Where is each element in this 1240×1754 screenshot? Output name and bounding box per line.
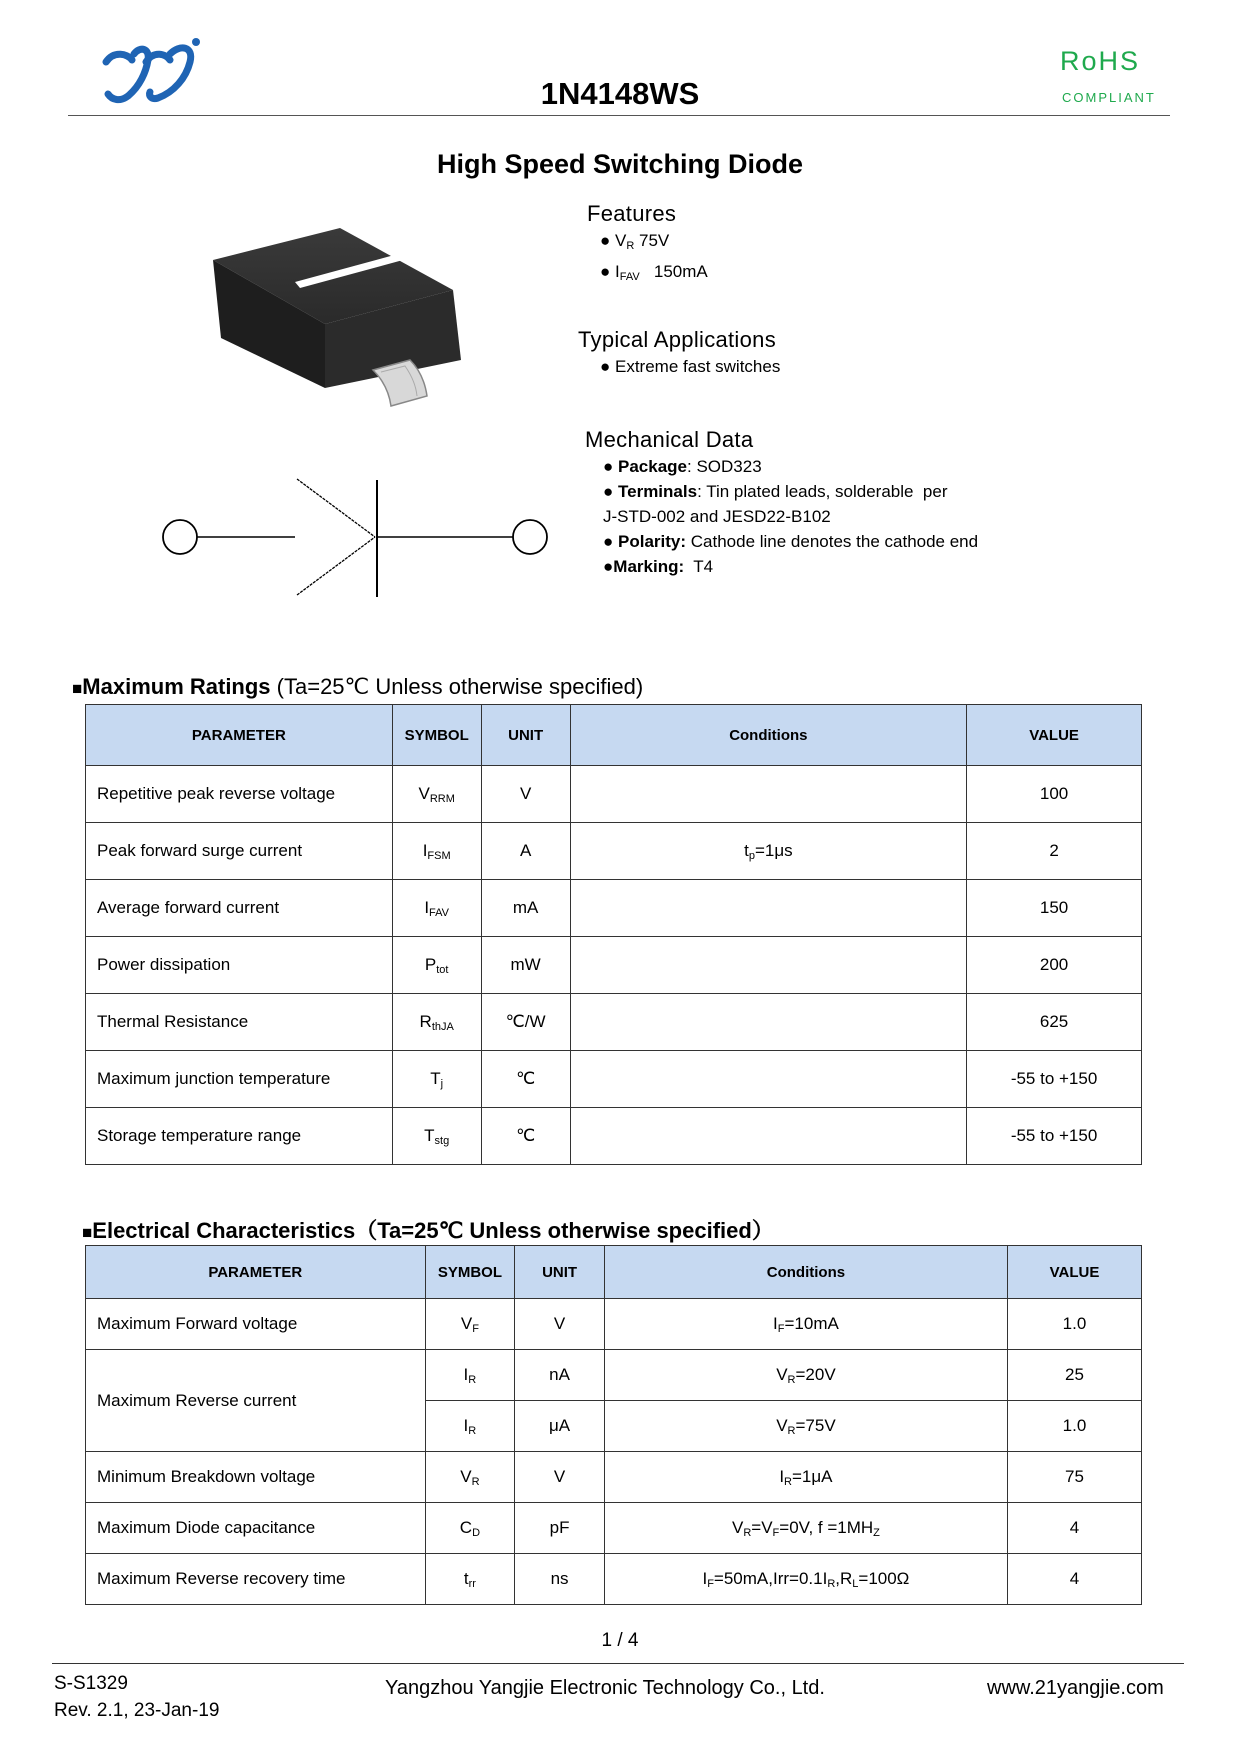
- revision-date: Rev. 2.1, 23-Jan-19: [54, 1700, 220, 1721]
- bullet-square: ■: [72, 679, 83, 698]
- cell-unit: ℃: [481, 1108, 570, 1165]
- feature-symbol: I: [615, 262, 620, 281]
- applications-list: [600, 354, 780, 379]
- condition-main: I: [779, 1466, 785, 1486]
- rohs-badge-subtitle: COMPLIANT: [1062, 90, 1156, 105]
- condition-rest: =1μs: [754, 840, 793, 860]
- condition-subscript: R: [787, 1373, 796, 1386]
- header-divider: [68, 115, 1170, 116]
- condition-main: I: [773, 1313, 778, 1333]
- mech-terminals: ● Terminals: Tin plated leads, solderable per: [603, 482, 948, 501]
- symbol-subscript: j: [440, 1077, 444, 1090]
- cell-conditions: [604, 1299, 1007, 1350]
- cell-symbol: [425, 1350, 515, 1401]
- part-number: 1N4148WS: [540, 76, 700, 111]
- cell-symbol: [425, 1503, 515, 1554]
- cell-symbol: [392, 880, 481, 937]
- table-header-row: [86, 1246, 1142, 1299]
- cell-parameter: Peak forward surge current: [86, 823, 393, 880]
- table-row: [86, 1299, 1142, 1350]
- feature-value: 150mA: [639, 262, 708, 281]
- polarity-value: Cathode line denotes the cathode end: [686, 532, 979, 551]
- symbol-main: V: [460, 1466, 472, 1486]
- mech-package: ● Package: SOD323: [603, 457, 762, 476]
- cell-parameter: Average forward current: [86, 880, 393, 937]
- marking-label: Marking:: [613, 557, 685, 576]
- mech-terminals-cont: J-STD-002 and JESD22-B102: [603, 507, 831, 526]
- table-row: [86, 1503, 1142, 1554]
- cell-value: 200: [967, 937, 1142, 994]
- cell-symbol: [392, 1108, 481, 1165]
- condition-rest: =100Ω: [858, 1568, 910, 1588]
- symbol-main: I: [463, 1364, 469, 1384]
- symbol-main: T: [424, 1125, 435, 1145]
- cell-parameter: Maximum Diode capacitance: [86, 1503, 426, 1554]
- cell-value: 1.0: [1007, 1299, 1141, 1350]
- symbol-subscript: R: [468, 1373, 477, 1386]
- feature-subscript: R: [626, 240, 635, 252]
- condition-subscript: L: [852, 1577, 859, 1590]
- cell-unit: pF: [515, 1503, 605, 1554]
- package-value: : SOD323: [687, 457, 762, 476]
- condition-rest: ,R: [835, 1568, 853, 1588]
- cell-value: 4: [1007, 1554, 1141, 1605]
- condition-main: V: [776, 1415, 788, 1435]
- symbol-main: R: [419, 1011, 432, 1031]
- max-ratings-title-bold: Maximum Ratings: [82, 674, 271, 699]
- cell-symbol: [425, 1554, 515, 1605]
- cell-conditions: [604, 1503, 1007, 1554]
- cell-conditions: [604, 1554, 1007, 1605]
- cell-value: 4: [1007, 1503, 1141, 1554]
- cell-unit: ℃: [481, 1051, 570, 1108]
- table-header-row: [86, 705, 1142, 766]
- col-header-symbol: SYMBOL: [392, 705, 481, 766]
- condition-subscript: R: [743, 1526, 752, 1539]
- page-number: 1 / 4: [601, 1630, 639, 1651]
- document-title: High Speed Switching Diode: [436, 149, 804, 179]
- symbol-subscript: stg: [434, 1134, 450, 1147]
- cell-value: -55 to +150: [967, 1051, 1142, 1108]
- condition-main: V: [731, 1517, 744, 1537]
- cell-value: -55 to +150: [967, 1108, 1142, 1165]
- cell-unit: nA: [515, 1350, 605, 1401]
- symbol-main: I: [424, 897, 430, 917]
- condition-main: I: [702, 1568, 708, 1588]
- col-header-conditions: Conditions: [570, 705, 967, 766]
- cell-unit: V: [515, 1452, 605, 1503]
- table-row: [86, 766, 1142, 823]
- max-ratings-table: [85, 704, 1142, 1165]
- terminals-label: Terminals: [618, 482, 698, 501]
- mech-marking: ●Marking: T4: [603, 557, 714, 576]
- applications-heading: Typical Applications: [578, 327, 776, 352]
- condition-subscript: F: [707, 1577, 714, 1590]
- cell-value: 625: [967, 994, 1142, 1051]
- cell-parameter: Minimum Breakdown voltage: [86, 1452, 426, 1503]
- condition-rest: =20V: [795, 1364, 836, 1384]
- application-text: Extreme fast switches: [615, 357, 781, 376]
- cell-conditions: [570, 823, 967, 880]
- application-item: ● Extreme fast switches: [600, 357, 781, 376]
- cell-conditions: [604, 1350, 1007, 1401]
- symbol-main: t: [463, 1568, 469, 1588]
- cell-symbol: [392, 937, 481, 994]
- table-row: [86, 994, 1142, 1051]
- cell-unit: ℃/W: [481, 994, 570, 1051]
- feature-value: 75V: [634, 231, 670, 250]
- col-header-unit: UNIT: [515, 1246, 605, 1299]
- condition-rest: =0V, f =1MH: [779, 1517, 874, 1537]
- table-row: [86, 1452, 1142, 1503]
- cell-conditions: [604, 1452, 1007, 1503]
- cell-parameter: Repetitive peak reverse voltage: [86, 766, 393, 823]
- cell-value: 75: [1007, 1452, 1141, 1503]
- cell-conditions: [570, 766, 967, 823]
- col-header-conditions: Conditions: [604, 1246, 1007, 1299]
- website-link[interactable]: www.21yangjie.com: [987, 1677, 1164, 1699]
- mechanical-list: [603, 454, 978, 579]
- electrical-table: [85, 1245, 1142, 1605]
- col-header-symbol: SYMBOL: [425, 1246, 515, 1299]
- cell-unit: mA: [481, 880, 570, 937]
- symbol-subscript: tot: [436, 963, 449, 976]
- symbol-subscript: R: [468, 1424, 477, 1437]
- symbol-main: T: [430, 1068, 441, 1088]
- condition-rest: =10mA: [784, 1313, 839, 1333]
- table-row: [86, 1051, 1142, 1108]
- cell-parameter: Maximum Forward voltage: [86, 1299, 426, 1350]
- cell-parameter: Storage temperature range: [86, 1108, 393, 1165]
- symbol-main: V: [460, 1313, 473, 1333]
- cell-value: 1.0: [1007, 1401, 1141, 1452]
- terminals-value: : Tin plated leads, solderable per: [697, 482, 948, 501]
- max-ratings-title: [72, 674, 643, 700]
- cell-symbol: [425, 1401, 515, 1452]
- polarity-label: Polarity:: [618, 532, 687, 551]
- cell-symbol: [392, 994, 481, 1051]
- symbol-subscript: F: [472, 1322, 479, 1335]
- cell-value: 2: [967, 823, 1142, 880]
- cell-conditions: [570, 1108, 967, 1165]
- cell-unit: mW: [481, 937, 570, 994]
- cell-symbol: [392, 1051, 481, 1108]
- feature-symbol: V: [615, 231, 627, 250]
- feature-item: ● $V_R$ 75V: [600, 231, 670, 252]
- condition-rest: =V: [751, 1517, 773, 1537]
- condition-subscript: R: [784, 1475, 792, 1488]
- col-header-parameter: PARAMETER: [86, 1246, 426, 1299]
- condition-main: t: [744, 840, 749, 860]
- cell-value: 100: [967, 766, 1142, 823]
- symbol-subscript: RRM: [429, 792, 455, 805]
- col-header-value: VALUE: [1007, 1246, 1141, 1299]
- cell-unit: V: [515, 1299, 605, 1350]
- cell-unit: μA: [515, 1401, 605, 1452]
- cell-parameter: Thermal Resistance: [86, 994, 393, 1051]
- symbol-main: P: [424, 954, 437, 974]
- condition-subscript: F: [777, 1322, 785, 1335]
- rohs-badge-title: RoHS: [1060, 46, 1141, 76]
- electrical-title: [82, 1214, 774, 1245]
- symbol-main: I: [422, 840, 428, 860]
- symbol-main: V: [418, 783, 430, 803]
- cell-value: 25: [1007, 1350, 1141, 1401]
- symbol-subscript: R: [471, 1475, 480, 1488]
- symbol-main: I: [463, 1415, 469, 1435]
- symbol-subscript: thJA: [431, 1020, 454, 1033]
- package-label: Package: [618, 457, 687, 476]
- footer-divider: [52, 1663, 1184, 1664]
- table-row: [86, 1350, 1142, 1401]
- cell-conditions: [570, 994, 967, 1051]
- table-row: [86, 1108, 1142, 1165]
- cell-symbol: [392, 766, 481, 823]
- feature-item: ● $I_{FAV}$ 150mA: [600, 262, 708, 283]
- cell-parameter: Power dissipation: [86, 937, 393, 994]
- condition-subscript: R: [827, 1577, 836, 1590]
- condition-rest: =1μA: [792, 1466, 833, 1486]
- cell-parameter: Maximum Reverse current: [86, 1350, 426, 1452]
- condition-rest: =50mA,Irr=0.1I: [713, 1568, 828, 1588]
- symbol-subscript: rr: [468, 1577, 476, 1590]
- symbol-main: C: [459, 1517, 473, 1537]
- condition-subscript: p: [748, 849, 755, 862]
- condition-main: V: [776, 1364, 788, 1384]
- table-row: [86, 880, 1142, 937]
- cell-conditions: [604, 1401, 1007, 1452]
- cell-value: 150: [967, 880, 1142, 937]
- table-row: [86, 1554, 1142, 1605]
- cell-parameter: Maximum Reverse recovery time: [86, 1554, 426, 1605]
- col-header-value: VALUE: [967, 705, 1142, 766]
- document-code: S-S1329: [54, 1673, 128, 1694]
- cell-unit: A: [481, 823, 570, 880]
- company-name: Yangzhou Yangjie Electronic Technology Co., Ltd.: [385, 1677, 825, 1699]
- table-row: [86, 937, 1142, 994]
- bullet-square: ■: [82, 1223, 93, 1242]
- features-list: [600, 228, 708, 290]
- symbol-subscript: FAV: [429, 906, 450, 919]
- symbol-subscript: D: [472, 1526, 481, 1539]
- cell-conditions: [570, 1051, 967, 1108]
- col-header-unit: UNIT: [481, 705, 570, 766]
- condition-subscript: Z: [873, 1526, 880, 1539]
- condition-rest: =75V: [795, 1415, 836, 1435]
- condition-subscript: R: [787, 1424, 796, 1437]
- cell-parameter: Maximum junction temperature: [86, 1051, 393, 1108]
- col-header-parameter: PARAMETER: [86, 705, 393, 766]
- electrical-title-text: Electrical Characteristics（Ta=25℃ Unless otherwise specified）: [92, 1218, 774, 1243]
- feature-subscript: FAV: [619, 271, 640, 283]
- condition-subscript: F: [772, 1526, 780, 1539]
- cell-unit: V: [481, 766, 570, 823]
- mechanical-heading: Mechanical Data: [585, 427, 754, 452]
- cell-conditions: [570, 937, 967, 994]
- table-row: [86, 823, 1142, 880]
- cell-symbol: [425, 1299, 515, 1350]
- cell-unit: ns: [515, 1554, 605, 1605]
- max-ratings-title-rest: (Ta=25℃ Unless otherwise specified): [270, 674, 644, 699]
- features-heading: Features: [587, 201, 677, 226]
- cell-symbol: [392, 823, 481, 880]
- marking-value: T4: [684, 557, 714, 576]
- cell-symbol: [425, 1452, 515, 1503]
- mech-polarity: ● Polarity: Cathode line denotes the cathode end: [603, 532, 979, 551]
- diode-schematic-symbol: [150, 475, 560, 605]
- symbol-subscript: FSM: [427, 849, 451, 862]
- cell-conditions: [570, 880, 967, 937]
- sod323-package-image: [205, 220, 495, 460]
